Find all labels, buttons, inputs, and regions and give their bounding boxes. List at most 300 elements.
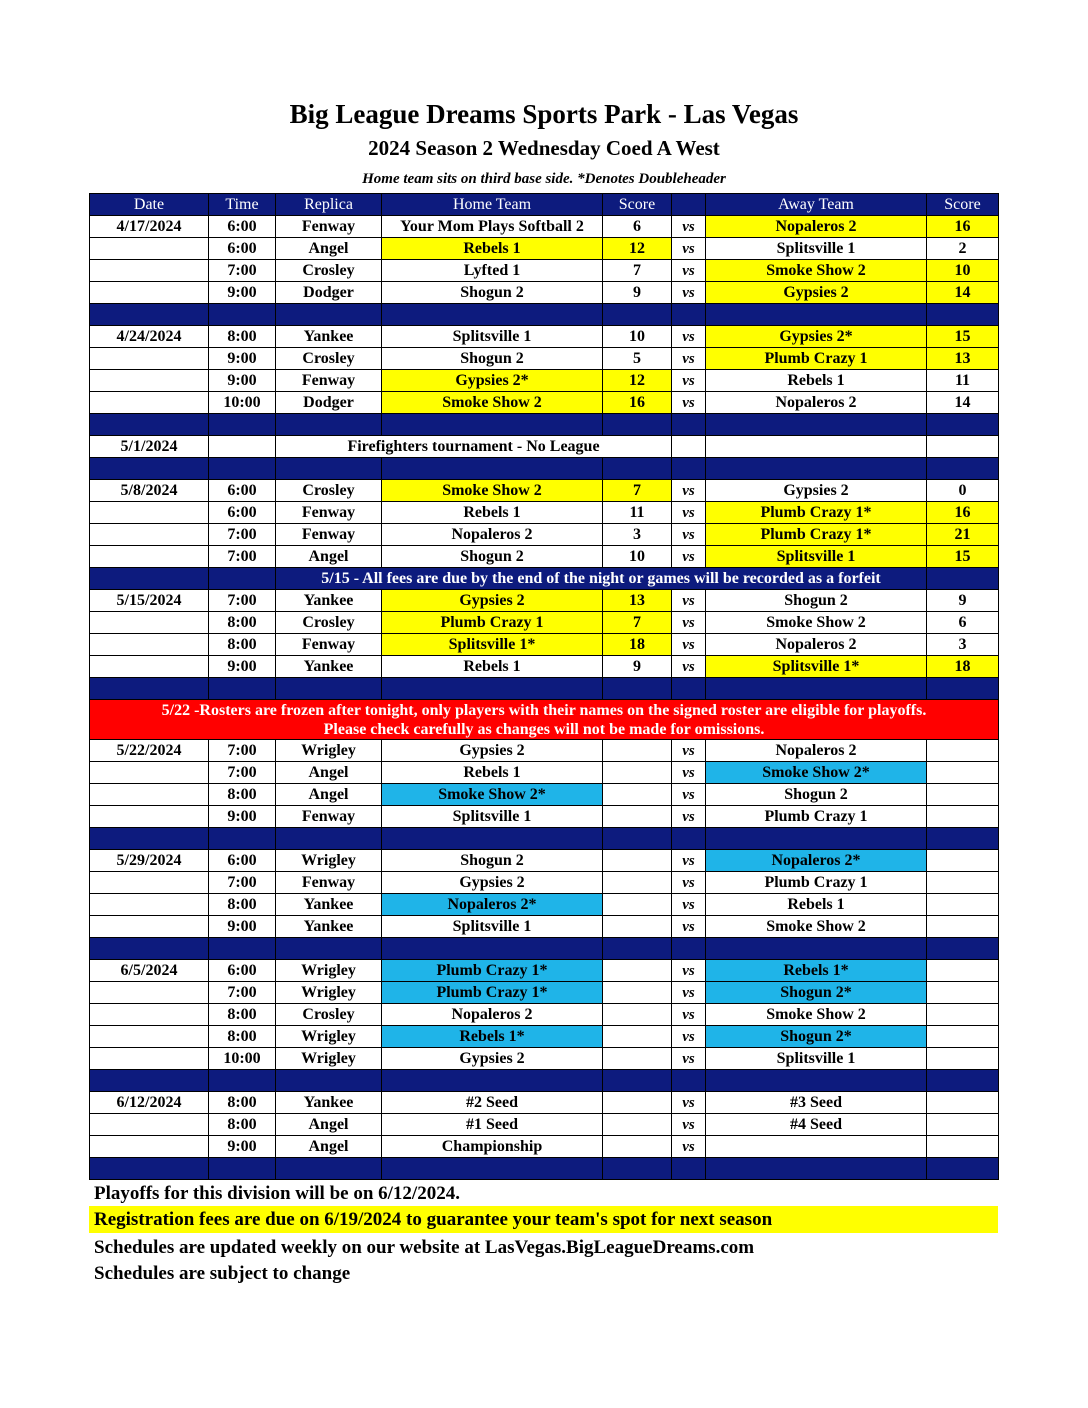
game-row <box>90 502 999 524</box>
game-row <box>90 1004 999 1026</box>
home-score <box>603 960 672 982</box>
away-score: 15 <box>927 326 999 348</box>
separator-row <box>90 938 999 960</box>
home-team: Your Mom Plays Softball 2 <box>382 216 603 238</box>
home-team: Splitsville 1* <box>382 634 603 656</box>
away-team: Shogun 2 <box>706 590 927 612</box>
game-row <box>90 216 999 238</box>
away-team: Nopaleros 2 <box>706 216 927 238</box>
home-score: 10 <box>603 546 672 568</box>
schedule-note: Home team sits on third base side. *Denotes Doubleheader <box>362 171 726 187</box>
game-row <box>90 850 999 872</box>
separator-cell <box>382 828 603 850</box>
separator-cell <box>209 458 276 480</box>
game-row <box>90 480 999 502</box>
game-field: Fenway <box>276 370 382 392</box>
game-row <box>90 1048 999 1070</box>
game-row <box>90 546 999 568</box>
game-time: 6:00 <box>209 850 276 872</box>
away-team: Plumb Crazy 1* <box>706 502 927 524</box>
separator-cell <box>603 304 672 326</box>
game-field: Wrigley <box>276 740 382 762</box>
game-field: Angel <box>276 1136 382 1158</box>
away-score <box>927 982 999 1004</box>
separator-cell <box>90 678 209 700</box>
away-score <box>927 740 999 762</box>
game-time: 7:00 <box>209 546 276 568</box>
game-date: 6/5/2024 <box>90 960 209 982</box>
home-score: 10 <box>603 326 672 348</box>
separator-cell <box>382 458 603 480</box>
away-team: Splitsville 1* <box>706 656 927 678</box>
vs-label: vs <box>672 480 706 502</box>
notice-edge <box>209 568 276 590</box>
notice-edge <box>927 568 999 590</box>
home-score <box>603 982 672 1004</box>
vs-label: vs <box>672 348 706 370</box>
game-field: Yankee <box>276 894 382 916</box>
away-score <box>927 1048 999 1070</box>
header-vs <box>672 194 706 216</box>
game-date <box>90 806 209 828</box>
separator-cell <box>90 828 209 850</box>
separator-cell <box>382 414 603 436</box>
away-score <box>927 806 999 828</box>
game-row <box>90 656 999 678</box>
vs-label: vs <box>672 634 706 656</box>
game-date <box>90 1136 209 1158</box>
away-team: Smoke Show 2 <box>706 916 927 938</box>
game-row <box>90 590 999 612</box>
home-team: Shogun 2 <box>382 850 603 872</box>
game-time: 7:00 <box>209 982 276 1004</box>
game-field: Fenway <box>276 524 382 546</box>
vs-label: vs <box>672 872 706 894</box>
separator-cell <box>706 938 927 960</box>
home-score: 7 <box>603 260 672 282</box>
game-row <box>90 348 999 370</box>
away-score: 18 <box>927 656 999 678</box>
separator-cell <box>382 938 603 960</box>
home-team: Plumb Crazy 1* <box>382 982 603 1004</box>
game-row <box>90 260 999 282</box>
home-team: Plumb Crazy 1* <box>382 960 603 982</box>
home-score <box>603 1092 672 1114</box>
home-team: Shogun 2 <box>382 282 603 304</box>
game-field: Yankee <box>276 916 382 938</box>
away-score <box>927 960 999 982</box>
separator-cell <box>276 458 382 480</box>
separator-cell <box>706 304 927 326</box>
vs-label: vs <box>672 1026 706 1048</box>
away-score <box>927 1114 999 1136</box>
game-row <box>90 1114 999 1136</box>
home-team: Nopaleros 2 <box>382 524 603 546</box>
separator-cell <box>927 828 999 850</box>
game-time: 8:00 <box>209 894 276 916</box>
home-score: 9 <box>603 282 672 304</box>
away-team: Nopaleros 2 <box>706 740 927 762</box>
game-row <box>90 762 999 784</box>
vs-label: vs <box>672 1136 706 1158</box>
away-team: Gypsies 2 <box>706 480 927 502</box>
vs-label: vs <box>672 524 706 546</box>
vs-label: vs <box>672 238 706 260</box>
home-score <box>603 1004 672 1026</box>
vs-label: vs <box>672 612 706 634</box>
separator-cell <box>382 1158 603 1180</box>
game-date <box>90 784 209 806</box>
game-field: Wrigley <box>276 1026 382 1048</box>
vs-label: vs <box>672 916 706 938</box>
separator-cell <box>927 458 999 480</box>
separator-cell <box>706 1158 927 1180</box>
fees-notice-row <box>90 568 999 590</box>
game-field: Crosley <box>276 1004 382 1026</box>
home-team: Gypsies 2 <box>382 1048 603 1070</box>
game-date <box>90 894 209 916</box>
away-score <box>927 894 999 916</box>
game-row <box>90 872 999 894</box>
vs-label: vs <box>672 392 706 414</box>
game-field: Fenway <box>276 216 382 238</box>
game-date <box>90 238 209 260</box>
vs-label: vs <box>672 894 706 916</box>
game-field: Yankee <box>276 590 382 612</box>
separator-cell <box>672 938 706 960</box>
away-score: 14 <box>927 392 999 414</box>
game-field: Angel <box>276 546 382 568</box>
game-field: Crosley <box>276 348 382 370</box>
away-score: 3 <box>927 634 999 656</box>
separator-cell <box>209 938 276 960</box>
vs-label: vs <box>672 740 706 762</box>
away-team <box>706 436 927 458</box>
vs-label: vs <box>672 982 706 1004</box>
away-team: Nopaleros 2* <box>706 850 927 872</box>
home-team: Shogun 2 <box>382 546 603 568</box>
game-time: 9:00 <box>209 656 276 678</box>
away-team: Shogun 2 <box>706 784 927 806</box>
game-field: Fenway <box>276 806 382 828</box>
away-score: 21 <box>927 524 999 546</box>
away-score: 0 <box>927 480 999 502</box>
header-away-score: Score <box>927 194 999 216</box>
separator-cell <box>672 678 706 700</box>
home-score: 11 <box>603 502 672 524</box>
away-score: 9 <box>927 590 999 612</box>
game-time <box>209 436 276 458</box>
separator-cell <box>603 458 672 480</box>
vs-label: vs <box>672 282 706 304</box>
page-subtitle: 2024 Season 2 Wednesday Coed A West <box>368 136 720 160</box>
game-time: 8:00 <box>209 634 276 656</box>
schedule-table <box>89 193 999 1180</box>
fees-notice-text: 5/15 - All fees are due by the end of the night or games will be recorded as a forfeit <box>276 568 927 590</box>
home-team: Smoke Show 2* <box>382 784 603 806</box>
away-team <box>706 1136 927 1158</box>
game-date <box>90 1048 209 1070</box>
separator-cell <box>90 1070 209 1092</box>
game-row <box>90 960 999 982</box>
away-score: 16 <box>927 502 999 524</box>
separator-cell <box>706 828 927 850</box>
home-team: Gypsies 2 <box>382 590 603 612</box>
away-team: Plumb Crazy 1 <box>706 348 927 370</box>
vs-label: vs <box>672 546 706 568</box>
game-field: Dodger <box>276 392 382 414</box>
game-field: Wrigley <box>276 960 382 982</box>
separator-cell <box>927 304 999 326</box>
separator-cell <box>276 828 382 850</box>
game-date: 6/12/2024 <box>90 1092 209 1114</box>
game-date <box>90 282 209 304</box>
game-time: 6:00 <box>209 216 276 238</box>
away-score: 13 <box>927 348 999 370</box>
no-league-text: Firefighters tournament - No League <box>276 436 672 458</box>
game-time: 7:00 <box>209 740 276 762</box>
header-row <box>90 194 999 216</box>
away-team: Smoke Show 2 <box>706 612 927 634</box>
separator-cell <box>672 458 706 480</box>
game-field: Fenway <box>276 872 382 894</box>
game-date <box>90 1004 209 1026</box>
home-team: Gypsies 2* <box>382 370 603 392</box>
home-score: 18 <box>603 634 672 656</box>
home-score: 9 <box>603 656 672 678</box>
game-field: Wrigley <box>276 1048 382 1070</box>
game-date: 5/29/2024 <box>90 850 209 872</box>
home-score: 12 <box>603 238 672 260</box>
game-date <box>90 546 209 568</box>
away-score: 15 <box>927 546 999 568</box>
game-date <box>90 612 209 634</box>
home-team: Lyfted 1 <box>382 260 603 282</box>
separator-cell <box>927 1070 999 1092</box>
game-row <box>90 1026 999 1048</box>
game-time: 10:00 <box>209 392 276 414</box>
game-row <box>90 740 999 762</box>
home-team: Gypsies 2 <box>382 872 603 894</box>
separator-cell <box>672 414 706 436</box>
game-field: Yankee <box>276 1092 382 1114</box>
game-date: 4/24/2024 <box>90 326 209 348</box>
game-date <box>90 634 209 656</box>
separator-row <box>90 304 999 326</box>
game-time: 8:00 <box>209 1026 276 1048</box>
away-team: Gypsies 2* <box>706 326 927 348</box>
home-score: 7 <box>603 480 672 502</box>
game-time: 7:00 <box>209 762 276 784</box>
home-team: Shogun 2 <box>382 348 603 370</box>
separator-row <box>90 828 999 850</box>
separator-cell <box>927 678 999 700</box>
game-row <box>90 370 999 392</box>
game-date: 5/22/2024 <box>90 740 209 762</box>
game-date <box>90 656 209 678</box>
game-date <box>90 916 209 938</box>
away-team: Nopaleros 2 <box>706 634 927 656</box>
game-date <box>90 260 209 282</box>
home-score <box>603 894 672 916</box>
away-team: #4 Seed <box>706 1114 927 1136</box>
game-time: 6:00 <box>209 960 276 982</box>
away-score: 14 <box>927 282 999 304</box>
vs-label: vs <box>672 960 706 982</box>
home-score: 5 <box>603 348 672 370</box>
separator-cell <box>927 414 999 436</box>
game-field: Angel <box>276 238 382 260</box>
game-time: 9:00 <box>209 348 276 370</box>
roster-alert-row <box>90 700 999 740</box>
away-team: Nopaleros 2 <box>706 392 927 414</box>
game-time: 8:00 <box>209 1092 276 1114</box>
vs-label: vs <box>672 656 706 678</box>
schedule-body <box>90 194 999 1180</box>
vs-label: vs <box>672 590 706 612</box>
game-row <box>90 238 999 260</box>
separator-cell <box>90 458 209 480</box>
game-time: 7:00 <box>209 524 276 546</box>
away-team: Plumb Crazy 1* <box>706 524 927 546</box>
separator-cell <box>603 678 672 700</box>
game-row <box>90 1136 999 1158</box>
game-date <box>90 392 209 414</box>
separator-cell <box>706 414 927 436</box>
separator-cell <box>209 828 276 850</box>
separator-cell <box>209 304 276 326</box>
game-date: 4/17/2024 <box>90 216 209 238</box>
vs-label <box>672 436 706 458</box>
home-score <box>603 1026 672 1048</box>
home-team: Rebels 1 <box>382 502 603 524</box>
separator-cell <box>706 678 927 700</box>
away-team: Gypsies 2 <box>706 282 927 304</box>
home-score <box>603 872 672 894</box>
home-score: 12 <box>603 370 672 392</box>
away-team: Plumb Crazy 1 <box>706 806 927 828</box>
separator-cell <box>382 304 603 326</box>
away-score: 16 <box>927 216 999 238</box>
vs-label: vs <box>672 1004 706 1026</box>
away-team: Smoke Show 2 <box>706 260 927 282</box>
vs-label: vs <box>672 850 706 872</box>
vs-label: vs <box>672 326 706 348</box>
header-replica: Replica <box>276 194 382 216</box>
separator-row <box>90 458 999 480</box>
no-league-row <box>90 436 999 458</box>
home-score <box>603 1048 672 1070</box>
separator-cell <box>382 678 603 700</box>
roster-alert <box>90 700 999 740</box>
away-team: Rebels 1 <box>706 894 927 916</box>
separator-row <box>90 678 999 700</box>
home-score <box>603 916 672 938</box>
game-field: Dodger <box>276 282 382 304</box>
game-time: 9:00 <box>209 916 276 938</box>
vs-label: vs <box>672 1048 706 1070</box>
game-field: Fenway <box>276 502 382 524</box>
game-field: Yankee <box>276 656 382 678</box>
footer-subject: Schedules are subject to change <box>94 1263 351 1284</box>
away-score <box>927 1136 999 1158</box>
header-home-score: Score <box>603 194 672 216</box>
away-score <box>927 1004 999 1026</box>
away-score <box>927 1026 999 1048</box>
away-team: Smoke Show 2* <box>706 762 927 784</box>
home-score: 3 <box>603 524 672 546</box>
separator-cell <box>603 414 672 436</box>
game-row <box>90 784 999 806</box>
away-team: Plumb Crazy 1 <box>706 872 927 894</box>
home-team: Rebels 1* <box>382 1026 603 1048</box>
header-away-team: Away Team <box>706 194 927 216</box>
vs-label: vs <box>672 1092 706 1114</box>
away-team: Smoke Show 2 <box>706 1004 927 1026</box>
game-time: 9:00 <box>209 806 276 828</box>
separator-cell <box>706 1070 927 1092</box>
separator-cell <box>90 304 209 326</box>
separator-cell <box>382 1070 603 1092</box>
separator-cell <box>90 1158 209 1180</box>
header-date: Date <box>90 194 209 216</box>
away-score <box>927 762 999 784</box>
game-time: 8:00 <box>209 612 276 634</box>
game-time: 8:00 <box>209 326 276 348</box>
game-date <box>90 1114 209 1136</box>
away-score <box>927 872 999 894</box>
separator-cell <box>603 828 672 850</box>
vs-label: vs <box>672 1114 706 1136</box>
vs-label: vs <box>672 806 706 828</box>
footer-website: Schedules are updated weekly on our website at LasVegas.BigLeagueDreams.com <box>94 1237 755 1258</box>
vs-label: vs <box>672 370 706 392</box>
game-field: Crosley <box>276 260 382 282</box>
away-team: Shogun 2* <box>706 982 927 1004</box>
game-row <box>90 524 999 546</box>
home-team: Nopaleros 2* <box>382 894 603 916</box>
home-score: 6 <box>603 216 672 238</box>
home-team: Plumb Crazy 1 <box>382 612 603 634</box>
separator-cell <box>90 414 209 436</box>
separator-cell <box>276 678 382 700</box>
away-score: 2 <box>927 238 999 260</box>
separator-cell <box>927 938 999 960</box>
game-date <box>90 348 209 370</box>
separator-cell <box>603 1070 672 1092</box>
home-team: Smoke Show 2 <box>382 392 603 414</box>
home-team: Nopaleros 2 <box>382 1004 603 1026</box>
separator-cell <box>276 1070 382 1092</box>
home-score <box>603 740 672 762</box>
game-field: Yankee <box>276 326 382 348</box>
away-team: Splitsville 1 <box>706 1048 927 1070</box>
separator-cell <box>209 1070 276 1092</box>
game-time: 7:00 <box>209 590 276 612</box>
separator-cell <box>706 458 927 480</box>
game-row <box>90 894 999 916</box>
game-time: 8:00 <box>209 1004 276 1026</box>
separator-cell <box>90 938 209 960</box>
game-date: 5/15/2024 <box>90 590 209 612</box>
away-score <box>927 784 999 806</box>
game-date <box>90 370 209 392</box>
game-time: 6:00 <box>209 238 276 260</box>
vs-label: vs <box>672 502 706 524</box>
separator-cell <box>603 1158 672 1180</box>
game-field: Wrigley <box>276 982 382 1004</box>
away-team: Rebels 1* <box>706 960 927 982</box>
